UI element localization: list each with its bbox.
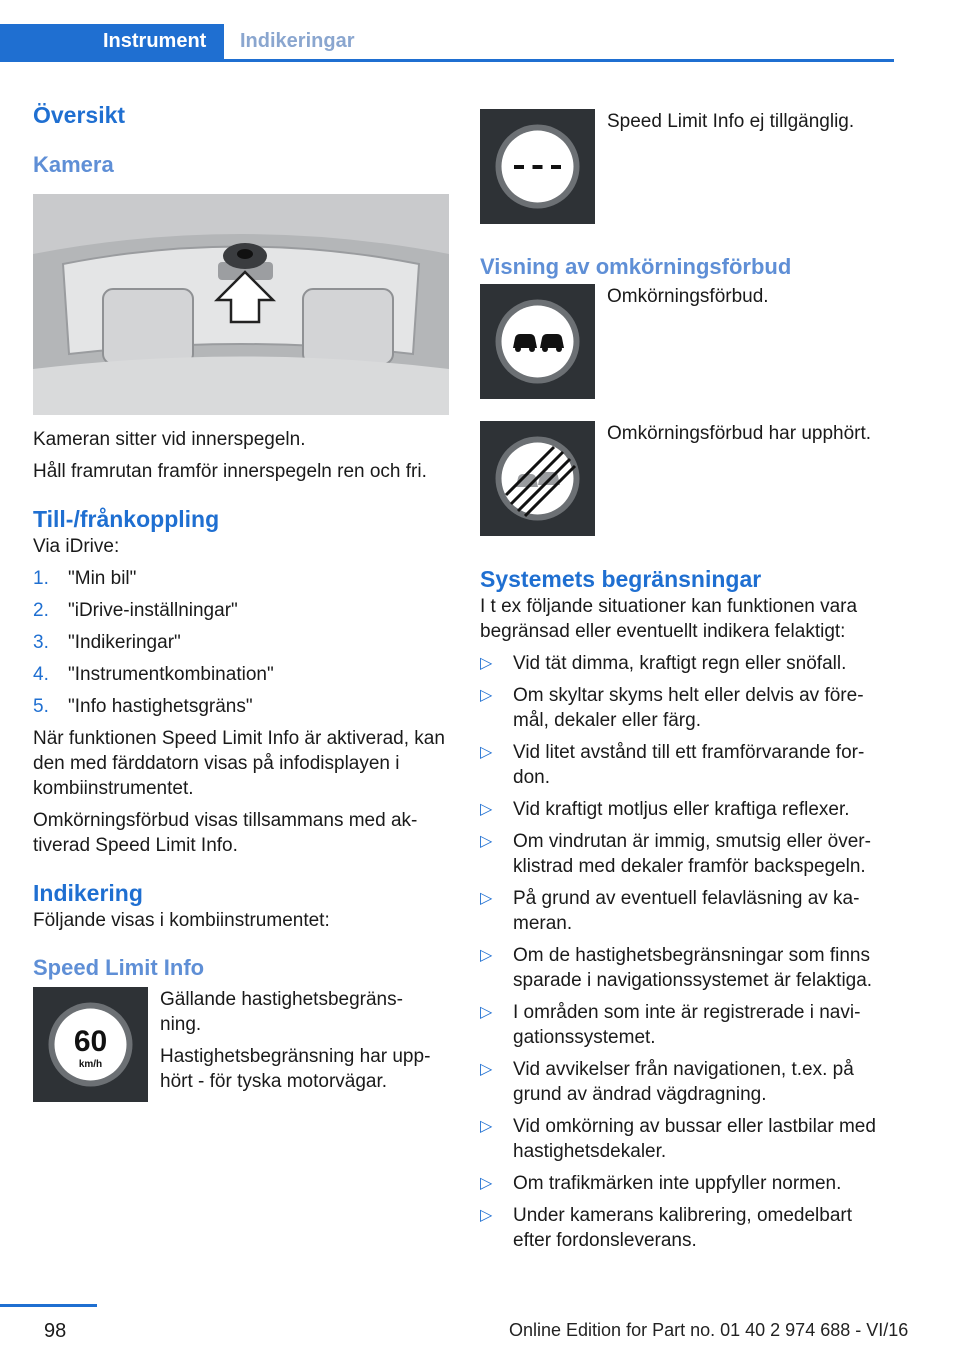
speed-limit-row [33,987,449,1102]
list-text: I områden som inte är registrerade i navi‐ gationssystemet. [513,1002,861,1048]
list-text: Vid avvikelser från navigationen, t.ex. på grund av ändrad vägdragning. [513,1059,854,1105]
end-no-overtaking-sign-icon [480,421,595,536]
list-item [480,683,894,733]
unavailable-text: Speed Limit Info ej tillgänglig. [607,111,855,132]
triangle-bullet-icon: ▷ [480,1061,493,1078]
heading-indikering: Indikering [33,880,143,906]
subheading-speed-limit-info: Speed Limit Info [33,955,205,980]
overtake-off-row [480,421,894,536]
list-text: "iDrive-inställningar" [68,600,238,621]
list-text: Vid litet avstånd till ett framförvarande for‐ don. [513,742,865,788]
list-number: 1. [33,568,49,589]
triangle-bullet-icon: ▷ [480,890,493,907]
list-text: På grund av eventuell felavläsning av ka‐ meran. [513,888,860,934]
triangle-bullet-icon: ▷ [480,655,493,672]
triangle-bullet-icon: ▷ [480,801,493,818]
unavailable-texts [607,109,894,134]
limits-intro-text: I t ex följande situationer kan funktionen vara begränsad eller eventuellt indikera felaktigt: [480,596,858,642]
edition-text: Online Edition for Part no. 01 40 2 974 688 - VI/16 [509,1320,909,1340]
tab-indikeringar[interactable]: Indikeringar [240,30,355,52]
overtake-off-text: Omkörningsförbud har upphört. [607,423,872,444]
page-number: 98 [44,1320,67,1342]
paragraph-overtake: Omkörningsförbud visas tillsammans med ak‐ tiverad Speed Limit Info. [33,810,418,856]
list-text: Om skyltar skyms helt eller delvis av före‐ mål, dekaler eller färg. [513,685,864,731]
list-item [480,886,894,936]
triangle-bullet-icon: ▷ [480,1118,493,1135]
speed-limit-texts [160,987,449,1094]
triangle-bullet-icon: ▷ [480,1004,493,1021]
list-text: Under kamerans kalibrering, omedelbart efter fordonsleverans. [513,1205,852,1251]
heading-limits: Systemets begränsningar [480,566,762,592]
list-item [480,651,894,676]
list-item [480,829,894,879]
speed-limit-current: Gällande hastighetsbegräns‐ ning. [160,989,403,1035]
sign-speed-unit: km/h [78,1059,103,1070]
paragraph-activated: När funktionen Speed Limit Info är aktiverad, kan den med färddatorn visas på infodisplayen i kombiinstrumentet. [33,728,445,799]
list-number: 2. [33,600,49,621]
list-item [33,694,449,719]
list-text: Om de hastighetsbegränsningar som finns sparade i navigationssystemet är felaktiga. [513,945,873,991]
overtake-on-texts [607,284,894,309]
list-item [33,598,449,623]
list-number: 5. [33,696,49,717]
via-idrive-text: Via iDrive: [33,536,120,557]
list-text: Vid tät dimma, kraftigt regn eller snöfall. [513,653,847,674]
list-item [480,1057,894,1107]
right-column [480,100,894,1260]
no-overtaking-sign-icon [480,284,595,399]
list-item [480,740,894,790]
unavailable-row [480,109,894,224]
list-number: 4. [33,664,49,685]
camera-location-text: Kameran sitter vid innerspegeln. [33,429,306,450]
list-item [33,630,449,655]
list-text: Om trafikmärken inte uppfyller normen. [513,1173,842,1194]
heading-switch: Till-/frånkoppling [33,506,220,532]
list-item [480,1114,894,1164]
overtake-on-text: Omkörningsförbud. [607,286,769,307]
list-text: Om vindrutan är immig, smutsig eller över‐ klistrad med dekaler framför backspegeln. [513,831,871,877]
triangle-bullet-icon: ▷ [480,947,493,964]
list-number: 3. [33,632,49,653]
list-text: "Indikeringar" [68,632,181,653]
header-tab-bar [0,24,894,62]
list-item [33,662,449,687]
left-column [33,100,449,1102]
list-item [480,1000,894,1050]
steps-list [33,566,449,719]
speed-limit-sign-icon [33,987,148,1102]
sign-speed-value: 60 [73,1025,108,1058]
list-text: "Min bil" [68,568,137,589]
indication-text: Följande visas i kombiinstrumentet: [33,910,330,931]
list-item [480,1203,894,1253]
speed-info-unavailable-icon [480,109,595,224]
camera-location-illustration [33,194,449,415]
triangle-bullet-icon: ▷ [480,744,493,761]
list-text: Vid kraftigt motljus eller kraftiga reflexer. [513,799,850,820]
list-text: "Instrumentkombination" [68,664,274,685]
list-text: Vid omkörning av bussar eller lastbilar med hastighetsdekaler. [513,1116,876,1162]
triangle-bullet-icon: ▷ [480,1207,493,1224]
list-item [480,797,894,822]
list-item [33,566,449,591]
triangle-bullet-icon: ▷ [480,1175,493,1192]
speed-limit-ended: Hastighetsbegränsning har upp‐ hört - för tyska motorvägar. [160,1046,431,1092]
triangle-bullet-icon: ▷ [480,687,493,704]
footer-divider [0,1304,97,1307]
overtake-on-row [480,284,894,399]
camera-clean-text: Håll framrutan framför innerspegeln ren och fri. [33,461,427,482]
list-item [480,1171,894,1196]
limitations-list [480,651,894,1253]
triangle-bullet-icon: ▷ [480,833,493,850]
list-text: "Info hastighetsgräns" [68,696,253,717]
overtake-off-texts [607,421,894,446]
subheading-overtake: Visning av omkörningsförbud [480,254,792,279]
subheading-kamera: Kamera [33,152,114,177]
heading-oversikt: Översikt [33,102,126,128]
tab-instrument[interactable]: Instrument [0,24,224,59]
list-item [480,943,894,993]
